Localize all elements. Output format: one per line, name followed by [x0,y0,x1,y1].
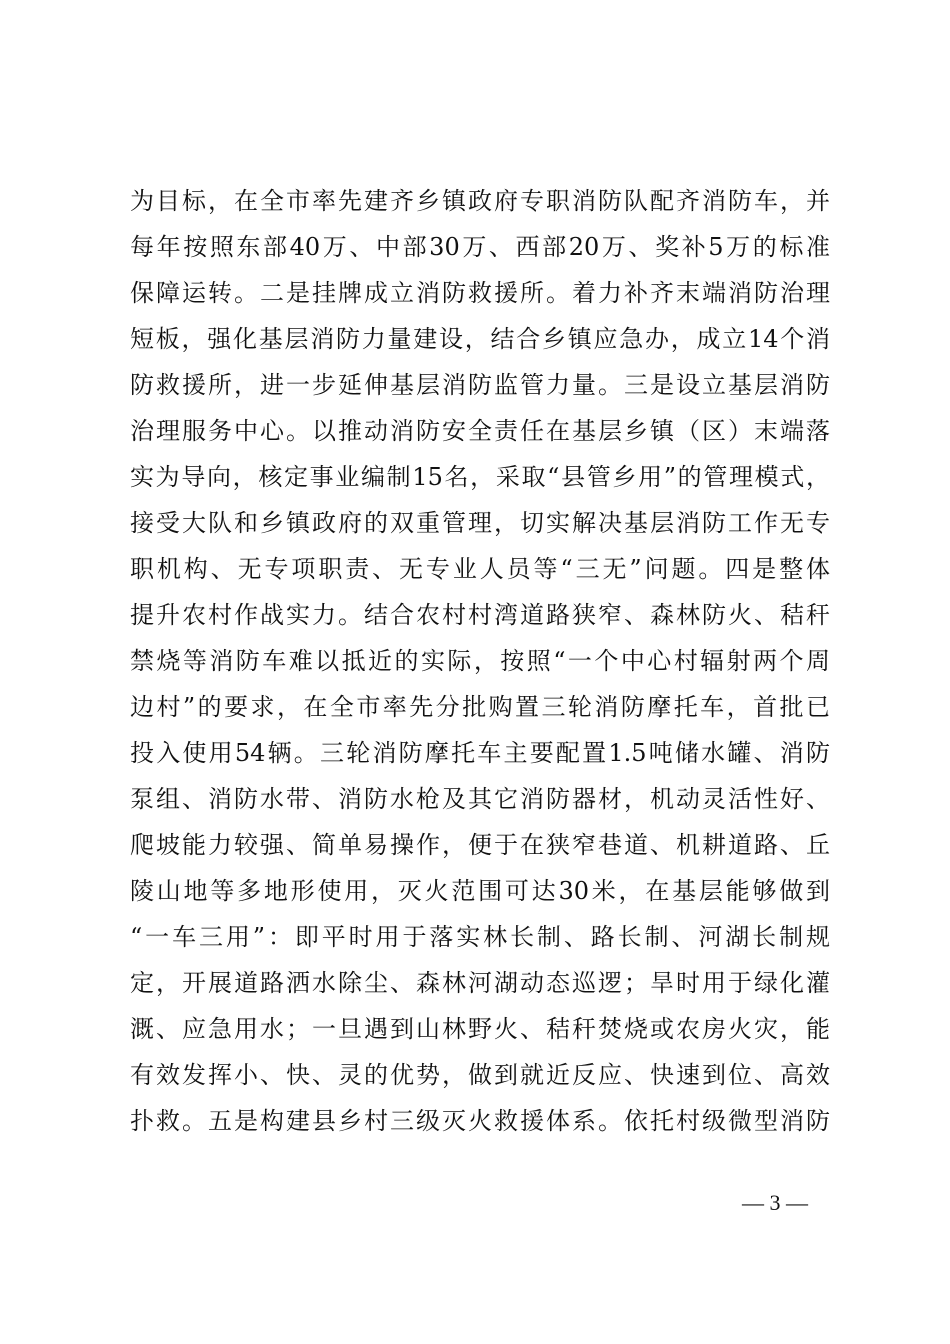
text-line: 为目标，在全市率先建齐乡镇政府专职消防队配齐消防车，并 [130,187,830,215]
text-line: “一车三用”：即平时用于落实林长制、路长制、河湖长制规 [130,923,830,951]
text-line: 保障运转。二是挂牌成立消防救援所。着力补齐末端消防治理 [130,279,830,307]
text-line: 溉、应急用水；一旦遇到山林野火、秸秆焚烧或农房火灾，能 [130,1015,830,1043]
text-line: 边村”的要求，在全市率先分批购置三轮消防摩托车，首批已 [130,693,830,721]
text-line: 短板，强化基层消防力量建设，结合乡镇应急办，成立14个消 [130,325,830,353]
body-paragraph [130,178,830,1144]
text-line: 泵组、消防水带、消防水枪及其它消防器材，机动灵活性好、 [130,785,830,813]
text-line: 爬坡能力较强、简单易操作，便于在狭窄巷道、机耕道路、丘 [130,831,830,859]
text-line: 接受大队和乡镇政府的双重管理，切实解决基层消防工作无专 [130,509,830,537]
text-line: 陵山地等多地形使用，灭火范围可达30米，在基层能够做到 [130,877,830,905]
text-line: 投入使用54辆。三轮消防摩托车主要配置1.5吨储水罐、消防 [130,739,830,767]
page-number: — 3 — [742,1190,808,1215]
text-line: 职机构、无专项职责、无专业人员等“三无”问题。四是整体 [130,555,830,583]
text-line: 禁烧等消防车难以抵近的实际，按照“一个中心村辐射两个周 [130,647,830,675]
text-line: 定，开展道路洒水除尘、森林河湖动态巡逻；旱时用于绿化灌 [130,969,830,997]
text-line: 扑救。五是构建县乡村三级灭火救援体系。依托村级微型消防 [130,1107,830,1135]
text-line: 防救援所，进一步延伸基层消防监管力量。三是设立基层消防 [130,371,830,399]
text-line: 治理服务中心。以推动消防安全责任在基层乡镇（区）末端落 [130,417,830,445]
text-line: 实为导向，核定事业编制15名，采取“县管乡用”的管理模式， [130,463,830,491]
text-line: 提升农村作战实力。结合农村村湾道路狭窄、森林防火、秸秆 [130,601,830,629]
text-line: 每年按照东部40万、中部30万、西部20万、奖补5万的标准 [130,233,830,261]
text-line: 有效发挥小、快、灵的优势，做到就近反应、快速到位、高效 [130,1061,830,1089]
